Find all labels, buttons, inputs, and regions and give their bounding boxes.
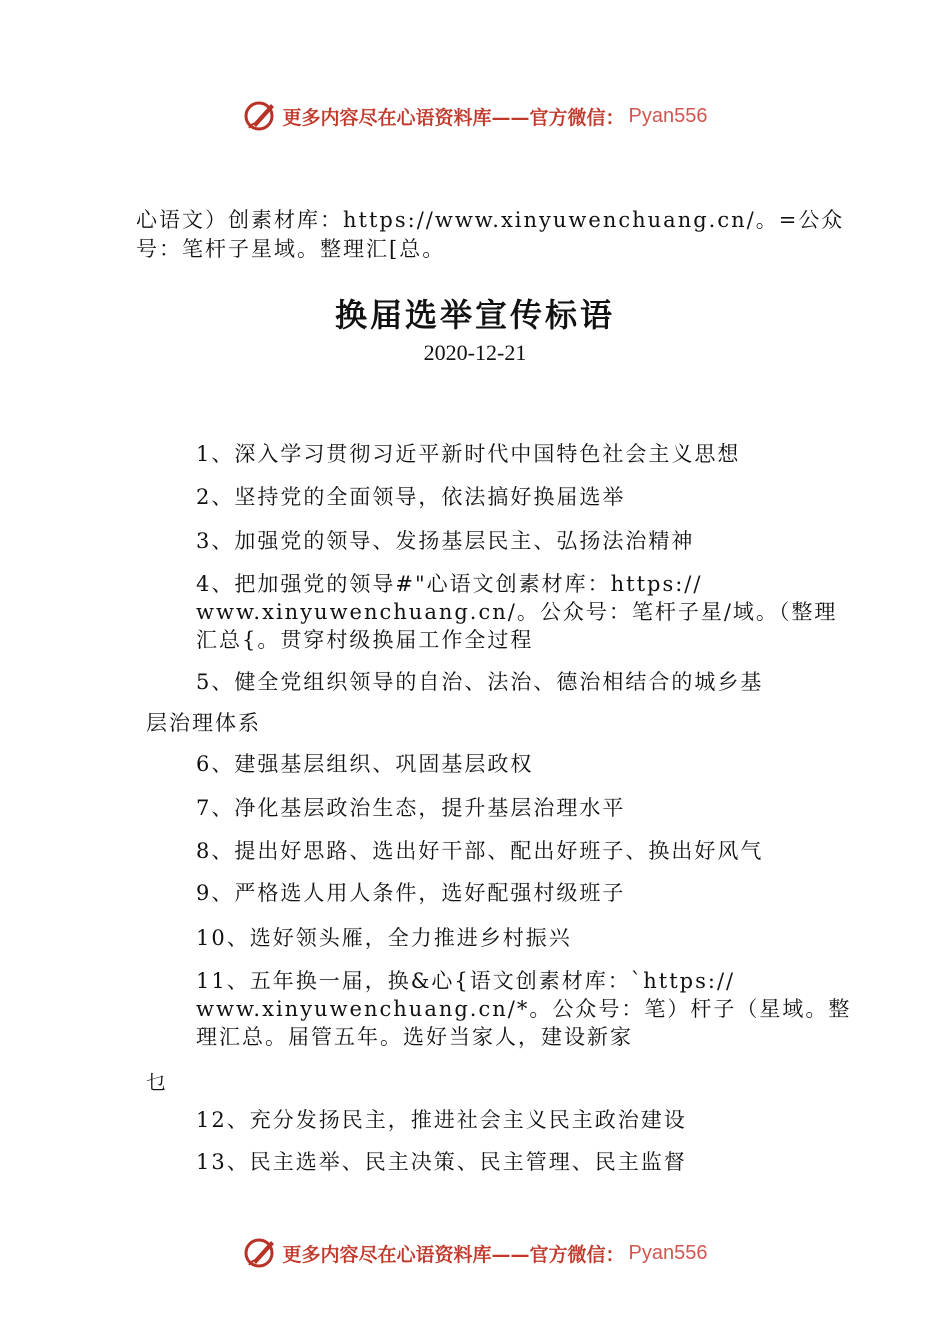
slogan-11-line-2: www.xinyuwenchuang.cn/*。公众号：笔）杆子（星域。整: [196, 997, 852, 1021]
slogan-5-line-1: 5、健全党组织领导的自治、法治、德治相结合的城乡基: [196, 670, 764, 694]
stray-mark: 乜: [146, 1070, 166, 1094]
watermark-code: Pyan556: [628, 1241, 708, 1264]
slogan-1: 1、深入学习贯彻习近平新时代中国特色社会主义思想: [196, 442, 741, 466]
intro-line-1: 心语文）创素材库：https://www.xinyuwenchuang.cn/。=公众: [136, 208, 845, 232]
document-date: 2020-12-21: [423, 340, 527, 365]
intro-line-2: 号：笔杆子星域。整理汇[总。: [136, 237, 446, 261]
slogan-2: 2、坚持党的全面领导，依法搞好换届选举: [196, 485, 626, 509]
slogan-4-line-1: 4、把加强党的领导#"心语文创素材库：https://: [196, 572, 703, 596]
watermark-code: Pyan556: [628, 104, 708, 127]
header-watermark: [0, 96, 950, 136]
footer-watermark: [0, 1233, 950, 1273]
slogan-4-line-2: www.xinyuwenchuang.cn/。公众号：笔杆子星/域。（整理: [196, 600, 838, 624]
slogan-8: 8、提出好思路、选出好干部、配出好班子、换出好风气: [196, 839, 764, 863]
watermark-text: 更多内容尽在心语资料库——官方微信：: [282, 1243, 625, 1266]
slogan-6: 6、建强基层组织、巩固基层政权: [196, 752, 534, 776]
pen-logo-icon: [243, 98, 279, 134]
pen-logo-icon: [243, 1235, 279, 1271]
slogan-9: 9、严格选人用人条件，选好配强村级班子: [196, 881, 626, 905]
slogan-10: 10、选好领头雁，全力推进乡村振兴: [196, 926, 572, 950]
watermark-text: 更多内容尽在心语资料库——官方微信：: [282, 106, 625, 129]
page-title: 换届选举宣传标语: [334, 296, 615, 334]
slogan-3: 3、加强党的领导、发扬基层民主、弘扬法治精神: [196, 529, 695, 553]
slogan-13: 13、民主选举、民主决策、民主管理、民主监督: [196, 1150, 687, 1174]
slogan-11-line-3: 理汇总。届管五年。选好当家人，建设新家: [196, 1025, 633, 1049]
slogan-4-line-3: 汇总{。贯穿村级换届工作全过程: [196, 628, 534, 652]
slogan-11-line-1: 11、五年换一届，换&心{语文创素材库：`https://: [196, 969, 736, 993]
slogan-5-line-2: 层治理体系: [146, 711, 261, 735]
slogan-7: 7、净化基层政治生态，提升基层治理水平: [196, 796, 626, 820]
slogan-12: 12、充分发扬民主，推进社会主义民主政治建设: [196, 1108, 687, 1132]
